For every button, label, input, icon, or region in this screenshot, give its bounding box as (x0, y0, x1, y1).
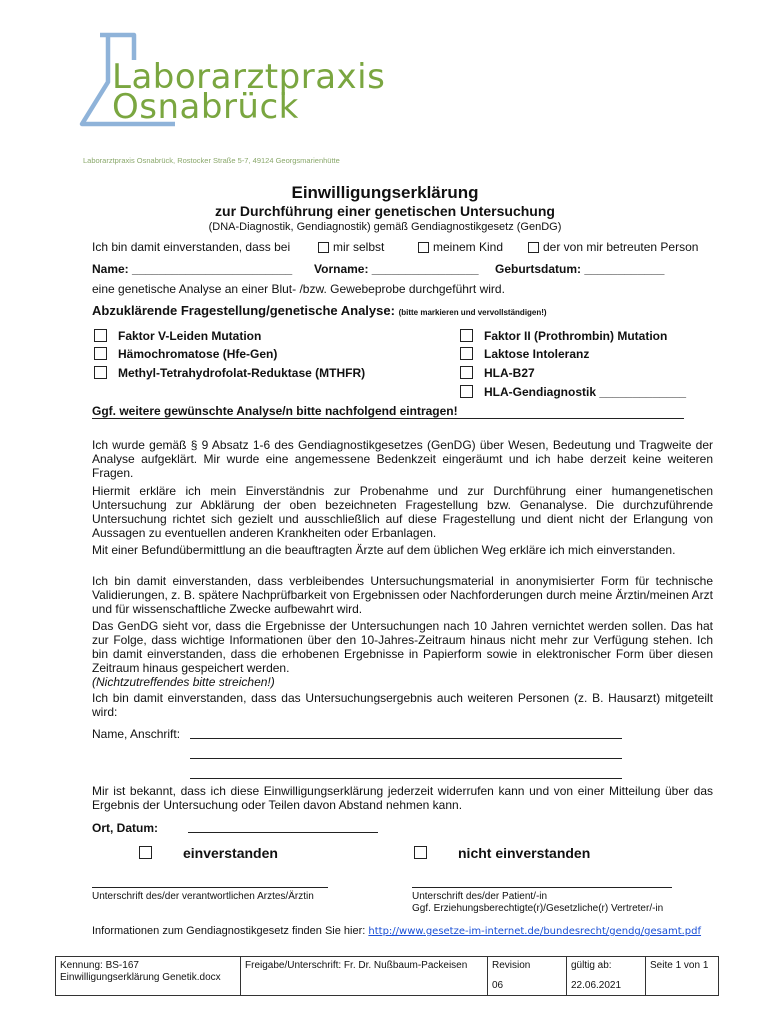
agree-label: einverstanden (183, 845, 278, 861)
ort-datum-line[interactable] (188, 832, 378, 833)
footer-page-cell: Seite 1 von 1 (646, 957, 719, 996)
guardian-signature-label: Ggf. Erziehungsberechtigte(r)/Gesetzliche(r) Vertreter/-in (412, 903, 664, 914)
paragraph-1: Ich wurde gemäß § 9 Absatz 1-6 des Gendiagnostikgesetzes (GenDG) über Wesen, Bedeutung und Tragweite der Analyse aufgeklärt. Mir wurde eine angemessene Bedenkzeit eingeräumt und ich habe derzeit keine weiteren Fragen. (92, 438, 713, 480)
name-address-label: Name, Anschrift: (92, 727, 181, 741)
checkbox-test-right-3[interactable] (460, 385, 473, 398)
checkbox-test-right-0[interactable] (460, 329, 473, 342)
further-analysis-label: Ggf. weitere gewünschte Analyse/n bitte nachfolgend eintragen! (92, 404, 458, 418)
further-analysis-line[interactable] (92, 418, 684, 419)
footer-table (55, 956, 719, 996)
option-ward[interactable]: der von mir betreuten Person (528, 240, 698, 254)
footer-revision-cell: Revision 06 (488, 957, 567, 996)
paragraph-2: Hiermit erkläre ich mein Einverständnis zur Probenahme und zur Durchführung einer humangenetischen Untersuchung zur Abklärung der oben bezeichneten Fragestellung bzw. Genanalyse. Die durchzuführende Untersuchung richtet sich gezielt und ausschließlich auf diese Fragestellung und dient nicht der Erlangung von Aussagen zu eventuellen anderen Krankheiten oder Erbanlagen. (92, 484, 713, 540)
option-child[interactable]: meinem Kind (418, 240, 503, 254)
paragraph-4: Ich bin damit einverstanden, dass verbleibendes Untersuchungsmaterial in anonymisierter Form für technische Validierungen, z. B. spätere Nachprüfbarkeit von Ergebnissen oder Nachforderungen durch meine Ärztin/meinen Arzt und für wissenschaftliche Zwecke aufbewahrt wird. (92, 574, 713, 616)
checkbox-agree[interactable] (139, 846, 152, 859)
strike-note: (Nichtzutreffendes bitte streichen!) (92, 675, 275, 689)
logo-line-2: Osnabrück (112, 87, 299, 127)
name-address-line-2[interactable] (190, 758, 622, 759)
paragraph-3: Mit einer Befundübermittlung an die beauftragten Ärzte auf dem üblichen Weg erkläre ich mich einverstanden. (92, 543, 676, 557)
name-address-line-3[interactable] (190, 778, 622, 779)
consent-prefix: Ich bin damit einverstanden, dass bei (92, 240, 291, 254)
page-title: Einwilligungserklärung (291, 183, 479, 202)
doctor-signature-line[interactable] (92, 887, 328, 888)
checkbox-test-left-1[interactable] (94, 347, 107, 360)
paragraph-5: Das GenDG sieht vor, dass die Ergebnisse der Untersuchungen nach 10 Jahren vernichtet werden sollen. Das hat zur Folge, dass wichtige Informationen über den 10-Jahres-Zeitraum hinaus nicht mehr zur Verfügung stehen. Ich bin damit einverstanden, dass die erhobenen Ergebnisse in Papierform sowie in elektronischer Form über diesen Zeitraum hinaus gespeichert werden. (92, 619, 713, 675)
checkbox-self[interactable] (318, 242, 329, 253)
revoke-paragraph: Mir ist bekannt, dass ich diese Einwilligungserklärung jederzeit widerrufen kann und von einer Mitteilung über das Ergebnis der Untersuchung oder Teilen davon Abstand nehmen kann. (92, 784, 713, 812)
gendg-link[interactable]: http://www.gesetze-im-internet.de/bundesrecht/gendg/gesamt.pdf (368, 926, 702, 937)
test-left-1: Hämochromatose (Hfe-Gen) (118, 347, 278, 361)
checkbox-test-left-2[interactable] (94, 366, 107, 379)
page-subtitle-2: (DNA-Diagnostik, Gendiagnostik) gemäß Gendiagnostikgesetz (GenDG) (208, 221, 562, 233)
analysis-line: eine genetische Analyse an einer Blut- /bzw. Gewebeprobe durchgeführt wird. (92, 282, 505, 296)
ort-datum-label: Ort, Datum: (92, 821, 158, 835)
test-right-3[interactable]: HLA-Gendiagnostik _____________ (484, 385, 687, 399)
test-right-2: HLA-B27 (484, 366, 535, 380)
doctor-signature-label: Unterschrift des/der verantwortlichen Arztes/Ärztin (92, 891, 314, 902)
test-left-2: Methyl-Tetrahydrofolat-Reduktase (MTHFR) (118, 366, 366, 380)
patient-signature-line[interactable] (412, 887, 672, 888)
name-address-line-1[interactable] (190, 738, 622, 739)
test-right-1: Laktose Intoleranz (484, 347, 590, 361)
share-paragraph: Ich bin damit einverstanden, dass das Untersuchungsergebnis auch weiteren Personen (z. B. Hausarzt) mitgeteilt wird: (92, 691, 713, 719)
checkbox-test-left-0[interactable] (94, 329, 107, 342)
test-right-0: Faktor II (Prothrombin) Mutation (484, 329, 668, 343)
checkbox-ward[interactable] (528, 242, 539, 253)
logo-line-1: Laborarztpraxis (112, 57, 386, 97)
footer-id-cell: Kennung: BS-167 Einwilligungserklärung Genetik.docx (56, 957, 241, 996)
footer-approval-cell: Freigabe/Unterschrift: Fr. Dr. Nußbaum-Packeisen (241, 957, 488, 996)
sender-address: Laborarztpraxis Osnabrück, Rostocker Straße 5-7, 49124 Georgsmarienhütte (83, 156, 340, 165)
footer-valid-cell: gültig ab: 22.06.2021 (567, 957, 646, 996)
name-field[interactable]: Name: ________________________ (92, 262, 293, 276)
info-line: Informationen zum Gendiagnostikgesetz finden Sie hier: http://www.gesetze-im-internet.de/bundesrecht/gendg/gesamt.pdf (92, 925, 702, 937)
disagree-label: nicht einverstanden (458, 845, 591, 861)
checkbox-test-right-1[interactable] (460, 347, 473, 360)
section-heading: Abzuklärende Fragestellung/genetische Analyse: (bitte markieren und vervollständigen!) (92, 303, 547, 318)
checkbox-disagree[interactable] (414, 846, 427, 859)
birthdate-field[interactable]: Geburtsdatum: ____________ (495, 262, 665, 276)
page-subtitle: zur Durchführung einer genetischen Untersuchung (215, 203, 555, 219)
vorname-field[interactable]: Vorname: ________________ (314, 262, 479, 276)
checkbox-child[interactable] (418, 242, 429, 253)
patient-signature-label: Unterschrift des/der Patient/-in (412, 891, 548, 902)
checkbox-test-right-2[interactable] (460, 366, 473, 379)
test-left-0: Faktor V-Leiden Mutation (118, 329, 262, 343)
option-self[interactable]: mir selbst (318, 240, 384, 254)
